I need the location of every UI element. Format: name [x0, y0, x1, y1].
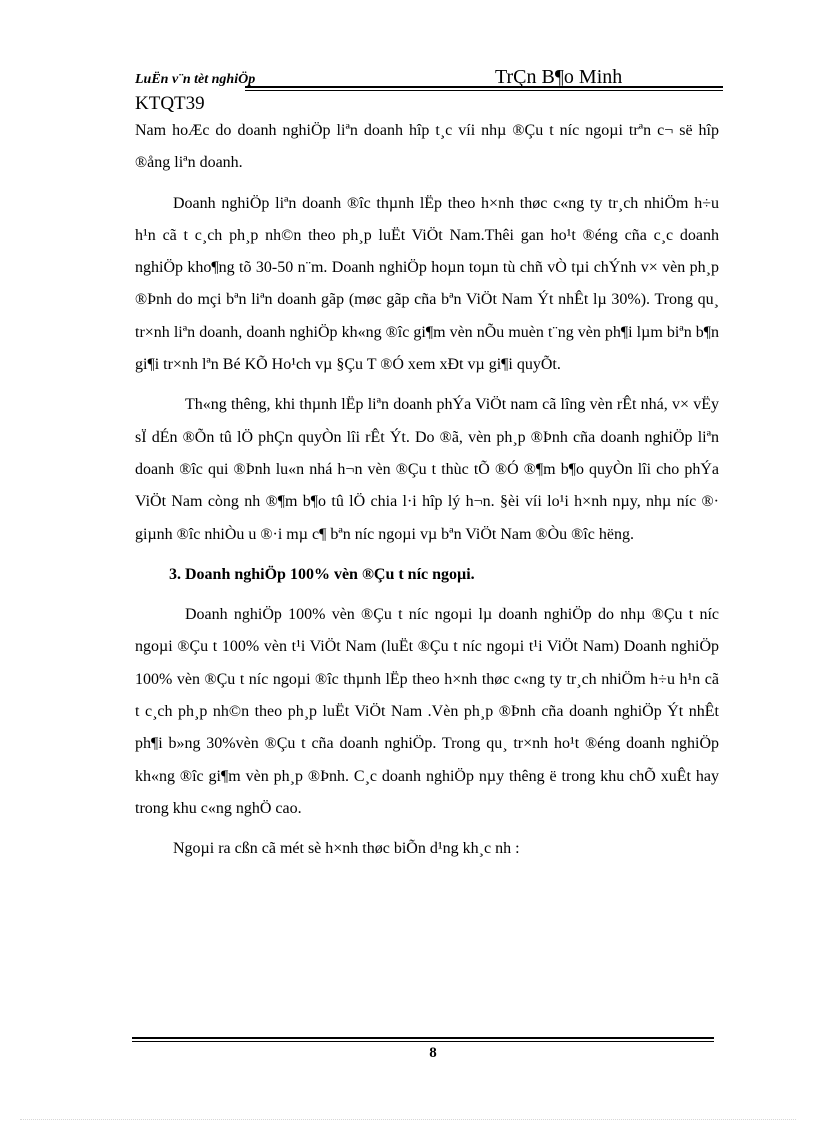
running-header-thesis-label: LuËn v¨n tèt nghiÖp: [135, 72, 256, 87]
document-body: [135, 115, 719, 866]
footer-rule-secondary: [132, 1041, 714, 1042]
paragraph-foreign-owned: Doanh nghiÖp 100% vèn ®Çu t níc ngoµi lµ doanh nghiÖp do nhµ ®Çu t níc ngoµi ®Çu t 100% vèn t¹i ViÖt Nam (luËt ®Çu t níc ngoµi t¹i ViÖt Nam) Doanh nghiÖp 100% vèn ®Çu t níc ngoµi ®îc thµnh lËp theo h×nh thøc c«ng ty tr¸ch nhiÖm h÷u h¹n cã t c¸ch ph¸p nh©n theo ph¸p luËt ViÖt Nam .Vèn ph¸p ®Þnh cña doanh nghiÖp Ýt nhÊt ph¶i b»ng 30%vèn ®Çu t cña doanh nghiÖp. Trong qu¸ tr×nh ho¹t ®éng doanh nghiÖp kh«ng ®îc gi¶m vèn ph¸p ®Þnh. C¸c doanh nghiÖp nµy thêng ë trong khu chÕ xuÊt hay trong khu c«ng nghÖ cao.: [135, 606, 719, 817]
header-rule-secondary: [245, 90, 723, 91]
paragraph-other-forms: Ngoµi ra cßn cã mét sè h×nh thøc biÕn d¹ng kh¸c nh :: [173, 840, 520, 858]
running-header-author: TrÇn B¶o Minh: [495, 66, 623, 88]
paragraph-joint-venture-capital: Th«ng thêng, khi thµnh lËp liªn doanh phÝa ViÖt nam cã lîng vèn rÊt nhá, v× vËy sÏ dÉn ®Õn tû lÖ phÇn quyÒn lîi rÊt Ýt. Do ®ã, vèn ph¸p ®Þnh cña doanh nghiÖp liªn doanh ®îc qui ®Þnh lu«n nhá h¬n vèn ®Çu t thùc tÕ ®Ó ®¶m b¶o quyÒn lîi cho phÝa ViÖt Nam còng nh ®¶m b¶o tû lÖ chia l·i hîp lý h¬n. §èi víi lo¹i h×nh nµy, nhµ níc ®· giµnh ®îc nhiÒu u ®·i mµ c¶ bªn níc ngoµi vµ bªn ViÖt Nam ®Òu ®îc hëng.: [135, 396, 719, 543]
class-code: KTQT39: [135, 93, 205, 114]
footer-rule: [132, 1037, 714, 1039]
paragraph-joint-venture-form: Doanh nghiÖp liªn doanh ®îc thµnh lËp theo h×nh thøc c«ng ty tr¸ch nhiÖm h÷u h¹n cã t c¸ch ph¸p nh©n theo ph¸p luËt ViÖt Nam.Thêi gan ho¹t ®éng cña c¸c doanh nghiÖp kho¶ng tõ 30-50 n¨m. Doanh nghiÖp hoµn toµn tù chñ vÒ tµi chÝnh v× vèn ph¸p ®Þnh do mçi bªn liªn doanh gãp (møc gãp cña bªn ViÖt Nam Ýt nhÊt lµ 30%). Trong qu¸ tr×nh liªn doanh, doanh nghiÖp kh«ng ®îc gi¶m vèn nÕu muèn t¨ng vèn ph¶i lµm biªn b¶n gi¶i tr×nh lªn Bé KÕ Ho¹ch vµ §Çu T ®Ó xem xÐt vµ gi¶i quyÕt.: [135, 194, 719, 374]
paragraph-continuation: Nam hoÆc do doanh nghiÖp liªn doanh hîp t¸c víi nhµ ®Çu t níc ngoµi trªn c¬ së hîp ®ång liªn doanh.: [135, 122, 719, 172]
page-bottom-border: [20, 1119, 796, 1120]
section-heading: 3. Doanh nghiÖp 100% vèn ®Çu t níc ngoµi.: [169, 565, 475, 583]
page-number: 8: [429, 1045, 437, 1061]
header-rule: [245, 86, 723, 88]
